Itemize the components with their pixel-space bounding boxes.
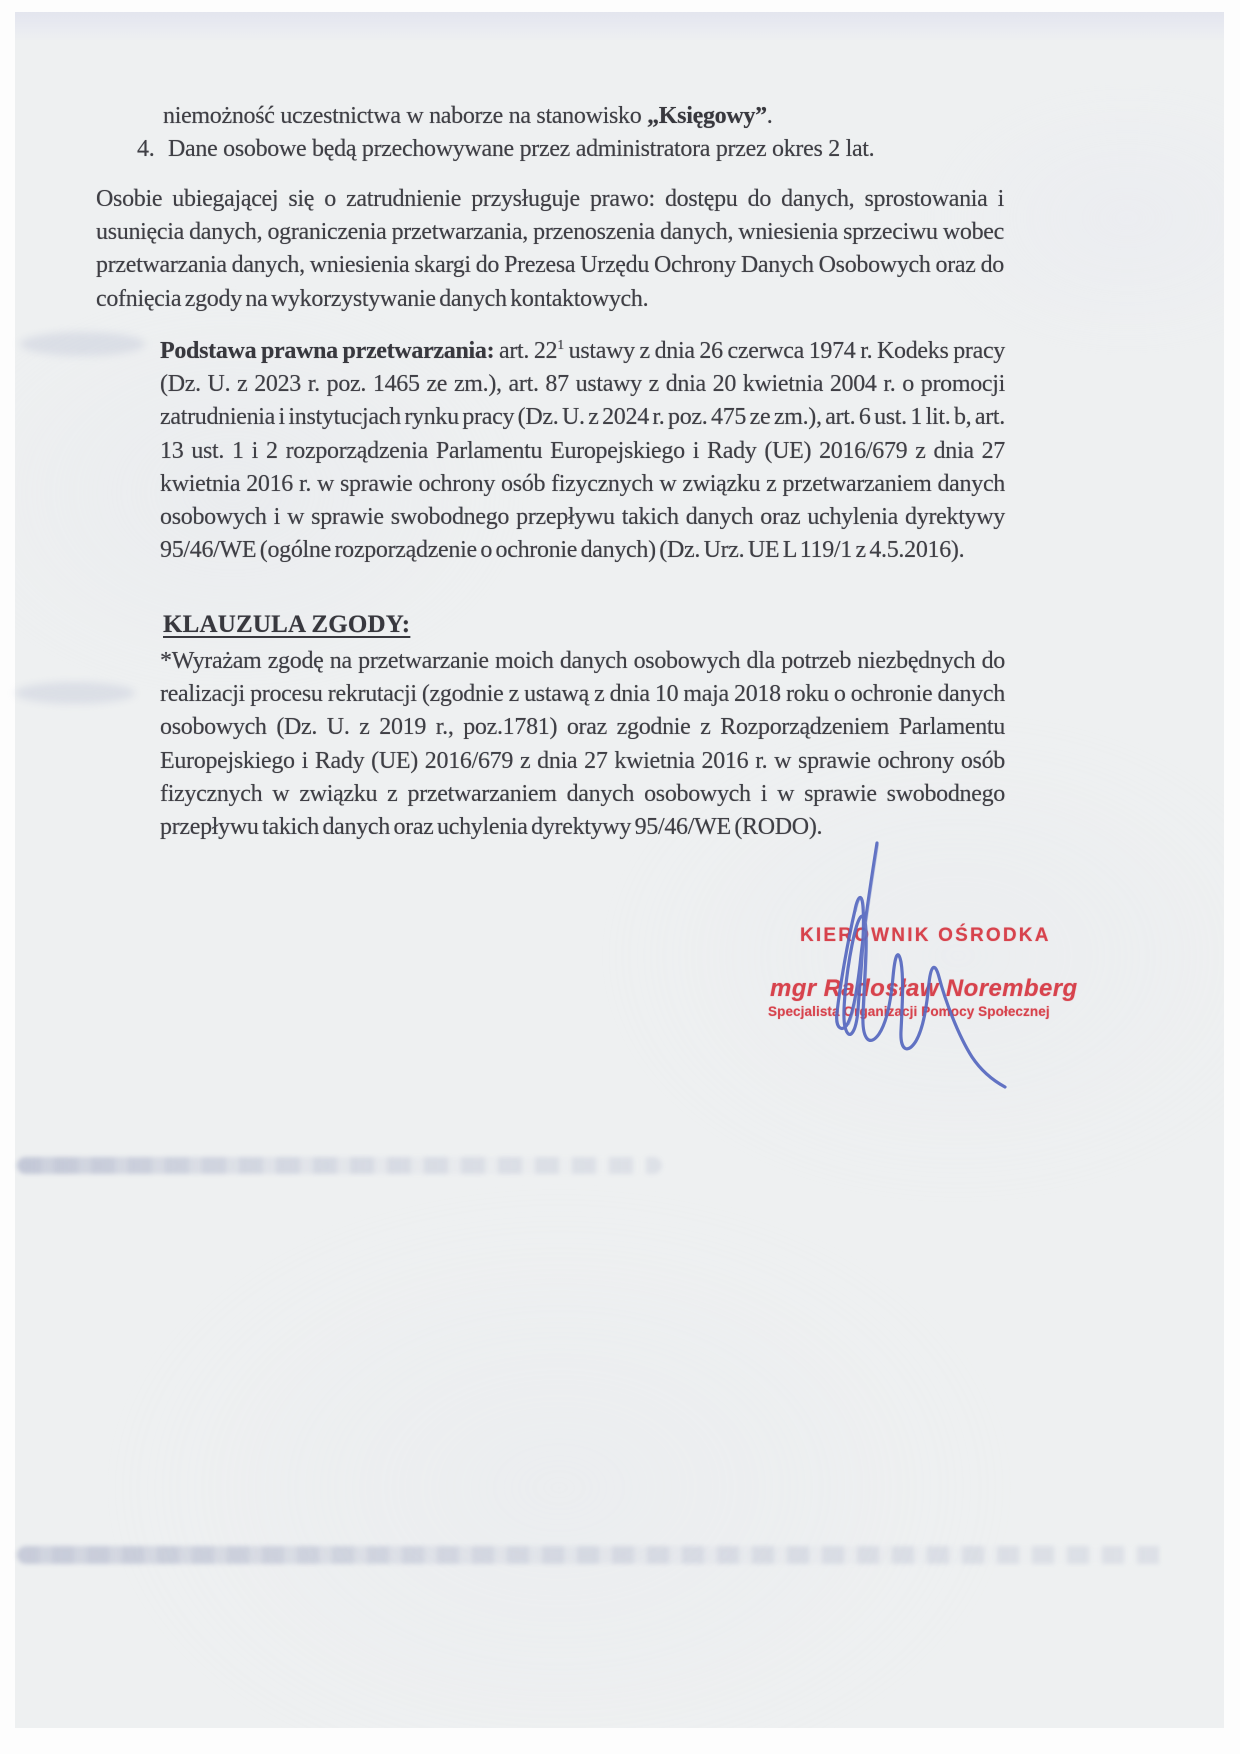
hanging-line-text: niemożność uczestnictwa w naborze na stanowisko bbox=[163, 103, 648, 129]
scan-top-shadow-band bbox=[15, 12, 1224, 42]
stamp-subtitle: Specjalista Organizacji Pomocy Społecznej bbox=[768, 1004, 1050, 1019]
consent-paragraph: *Wyrażam zgodę na przetwarzanie moich danych osobowych dla potrzeb niezbędnych do realizacji procesu rekrutacji (zgodnie z ustawą z dnia 10 maja 2018 roku o ochronie danych osobowych (Dz. U. z 2019 r., poz.1781) oraz zgodnie z Rozporządzeniem Parlamentu Europejskiego i Rady (UE) 2016/679 z dnia 27 kwietnia 2016 r. w sprawie ochrony osób fizycznych w związku z przetwarzaniem danych osobowych i w sprawie swobodnego przepływu takich danych oraz uchylenia dyrektywy 95/46/WE (RODO). bbox=[160, 648, 1005, 841]
list-item-4 bbox=[137, 133, 1037, 166]
list-item-text: Dane osobowe będą przechowywane przez administratora przez okres 2 lat. bbox=[168, 136, 875, 162]
bleedthrough-line-1 bbox=[17, 1157, 662, 1174]
hanging-line-bold: „Księgowy” bbox=[647, 103, 767, 129]
legal-basis-text-b: ustawy z dnia 26 czerwca 1974 r. Kodeks pracy (Dz. U. z 2023 r. poz. 1465 ze zm.), art. 87 ustawy z dnia 20 kwietnia 2004 r. o promocji zatrudnienia i instytucjach rynku pracy (Dz. U. z 2024 r. poz. 475 ze zm.), art. 6 ust. 1 lit. b, art. 13 ust. 1 i 2 rozporządzenia Parlamentu Europejskiego i Rady (UE) 2016/679 z dnia 27 kwietnia 2016 r. w sprawie ochrony osób fizycznych w związku z przetwarzaniem danych osobowych i w sprawie swobodnego przepływu takich danych oraz uchylenia dyrektywy 95/46/WE (ogólne rozporządzenie o ochronie danych) (Dz. Urz. UE L 119/1 z 4.5.2016). bbox=[160, 338, 1005, 564]
intro-hanging-line bbox=[163, 100, 1043, 133]
bleedthrough-smudge-2 bbox=[15, 682, 135, 704]
scan-page bbox=[15, 12, 1224, 1728]
stamp-title: KIEROWNIK OŚRODKA bbox=[800, 925, 1051, 946]
signature-scribble bbox=[820, 835, 1040, 1095]
stamp-name: mgr Radosław Noremberg bbox=[770, 975, 1078, 1002]
hanging-line-period: . bbox=[766, 103, 773, 129]
legal-basis-paragraph bbox=[160, 335, 1005, 567]
rights-paragraph: Osobie ubiegającej się o zatrudnienie przysługuje prawo: dostępu do danych, sprostowania i usunięcia danych, ograniczenia przetwarzania, przenoszenia danych, wniesienia sprzeciwu wobec przetwarzania danych, wniesienia skargi do Prezesa Urzędu Ochrony Danych Osobowych oraz do cofnięcia zgody na wykorzystywanie danych kontaktowych. bbox=[96, 186, 1004, 312]
bleedthrough-smudge-1 bbox=[20, 332, 145, 356]
consent-heading: KLAUZULA ZGODY: bbox=[163, 611, 411, 638]
list-item-number: 4. bbox=[137, 136, 155, 162]
legal-basis-superscript: 1 bbox=[557, 338, 564, 353]
legal-basis-text-a: art. 22 bbox=[494, 338, 558, 364]
bleedthrough-line-2 bbox=[17, 1546, 1167, 1564]
legal-basis-label: Podstawa prawna przetwarzania: bbox=[160, 338, 495, 364]
